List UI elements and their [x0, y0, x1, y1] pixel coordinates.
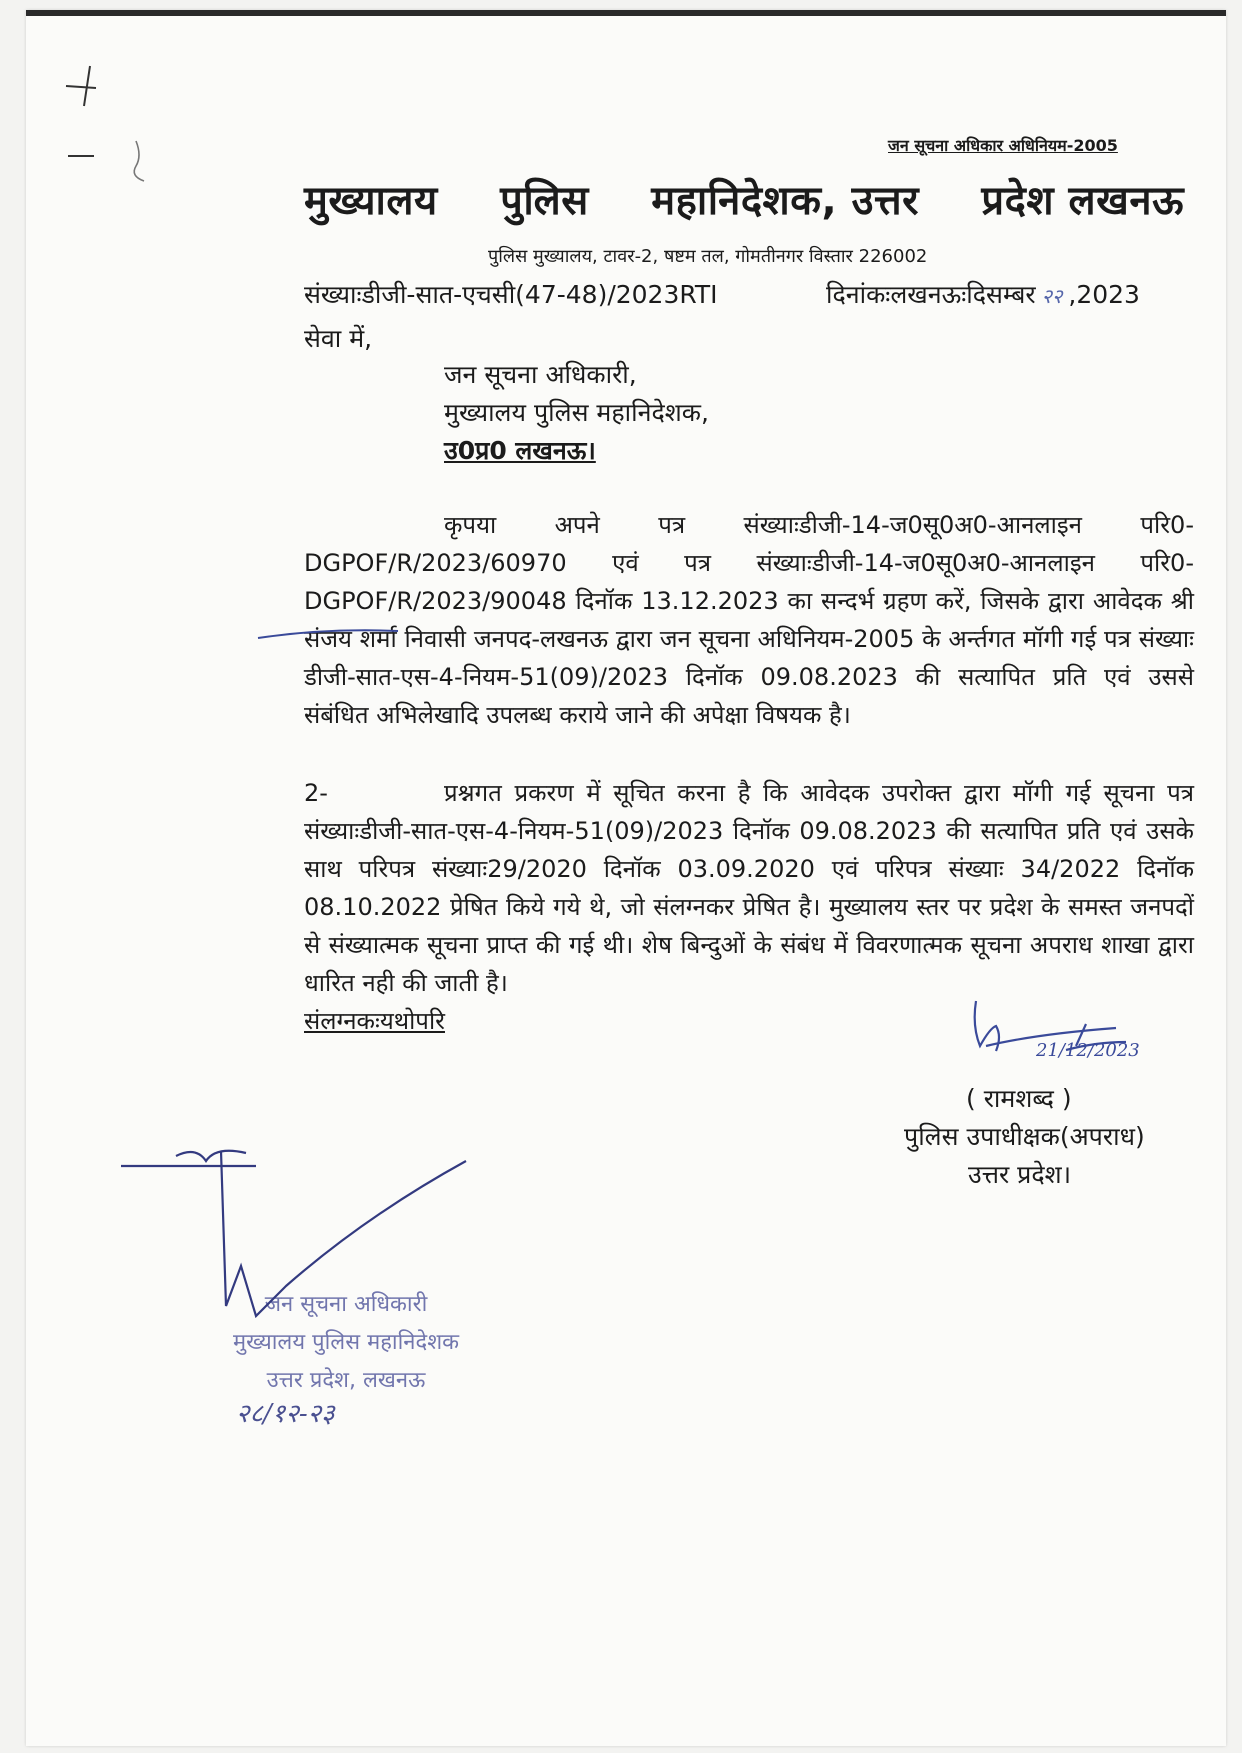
addressee-line-2: मुख्यालय पुलिस महानिदेशक,: [444, 398, 709, 427]
date-suffix: ,2023: [1068, 280, 1140, 309]
salutation: सेवा में,: [304, 324, 373, 353]
signatory-designation: पुलिस उपाधीक्षक(अपराध): [904, 1122, 1145, 1151]
org-title-word-4: प्रदेश लखनऊ: [981, 178, 1184, 224]
addressee-line-1: जन सूचना अधिकारी,: [444, 360, 637, 389]
handwriting-overlay: [26, 16, 1226, 1746]
signatory-state: उत्तर प्रदेश।: [968, 1160, 1072, 1189]
stamp-line-3: उत्तर प्रदेश, लखनऊ: [266, 1368, 426, 1393]
date-prefix: दिनांकःलखनऊःदिसम्बर: [826, 280, 1036, 309]
reference-number: संख्याःडीजी-सात-एचसी(47-48)/2023RTI: [304, 280, 718, 309]
forwarding-signature: [121, 1151, 466, 1316]
paragraph-2-text: प्रश्नगत प्रकरण में सूचित करना है कि आवेदक उपरोक्त द्वारा मॉगी गई सूचना पत्र संख्याःडीजी-सात-एस-4-नियम-51(09)/2023 दिनॉक 09.08.2023 की सत्यापित प्रति एवं उसके साथ परिपत्र संख्याः29/2020 दिनॉक 03.09.2020 एवं परिपत्र संख्याः 34/2022 दिनॉक 08.10.2022 प्रेषित किये गये थे, जो संलग्नकर प्रेषित है। मुख्यालय स्तर पर प्रदेश के समस्त जनपदों से संख्यात्मक सूचना प्राप्त की गई थी। शेष बिन्दुओं के संबंध में विवरणात्मक सूचना अपराध शाखा द्वारा धारित नही की जाती है।: [304, 779, 1194, 997]
org-title-word-3: महानिदेशक, उत्तर: [651, 178, 920, 224]
paragraph-1: कृपया अपने पत्र संख्याःडीजी-14-ज0सू0अ0-आनलाइन परि0-DGPOF/R/2023/60970 एवं पत्र संख्याःडीजी-14-ज0सू0अ0-आनलाइन परि0- DGPOF/R/2023/90048 दिनॉक 13.12.2023 का सन्दर्भ ग्रहण करें, जिसके द्वारा आवेदक श्री संजय शर्मा निवासी जनपद-लखनऊ द्वारा जन सूचना अधिनियम-2005 के अर्न्तगत मॉगी गई पत्र संख्याः डीजी-सात-एस-4-नियम-51(09)/2023 दिनॉक 09.08.2023 की सत्यापित प्रति एवं उससे संबंधित अभिलेखादि उपलब्ध कराये जाने की अपेक्षा विषयक है।: [304, 511, 1194, 729]
org-title-word-2: पुलिस: [500, 178, 589, 224]
stamp-line-2: मुख्यालय पुलिस महानिदेशक: [232, 1330, 460, 1355]
name-underline-mark: [258, 630, 398, 638]
margin-squiggle-mark: [134, 141, 144, 181]
document-page: [26, 10, 1226, 1746]
addressee-line-3: उ0प्र0 लखनऊ।: [444, 436, 596, 465]
date-handwritten: २२: [1041, 284, 1063, 308]
enclosure-note: संलग्नकःयथोपरि: [304, 1007, 445, 1035]
office-address: पुलिस मुख्यालय, टावर-2, षष्टम तल, गोमतीनगर विस्तार 226002: [488, 246, 928, 267]
margin-mark: [66, 66, 96, 156]
org-title-word-1: मुख्यालय: [304, 178, 438, 224]
stamp-handwritten-date: २८/१२-२३: [236, 1399, 335, 1429]
stamp-line-1: जन सूचना अधिकारी: [264, 1292, 428, 1317]
paragraph-2-number: 2-: [304, 779, 328, 807]
act-reference: जन सूचना अधिकार अधिनियम-2005: [888, 136, 1118, 155]
signatory-name: ( रामशब्द ): [966, 1084, 1072, 1113]
signature-date-scrawl: 21/12/2023: [1036, 1040, 1140, 1061]
